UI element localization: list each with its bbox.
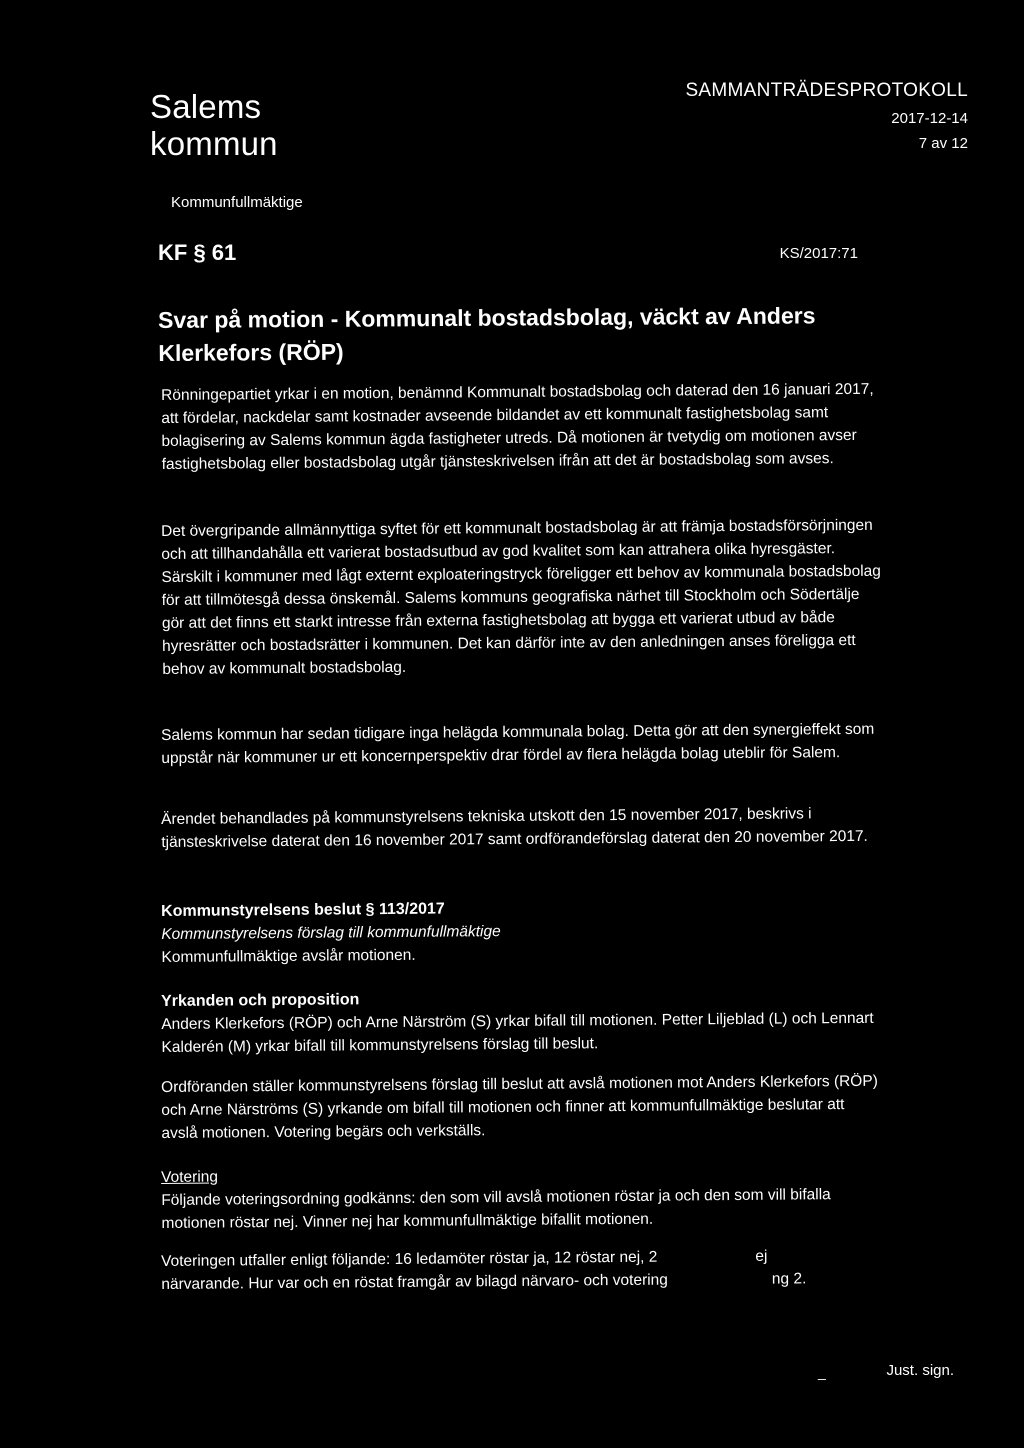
section-voting — [161, 1160, 882, 1235]
result-line-2-tail: ng 2. — [771, 1270, 807, 1288]
meeting-date: 2017-12-14 — [891, 110, 968, 127]
paragraph-text: Ordföranden ställer kommunstyrelsens förslag till beslut att avslå motionen mot Anders Klerkefors (RÖP) och Arne Närströms (S) yrkande om bifall till motionen och finner att kommunfullmäktige beslutar att avslå motionen. Votering begärs och verkställs. — [161, 1072, 878, 1142]
document-header-meta — [685, 80, 968, 152]
section-ks-decision — [161, 894, 882, 969]
result-line-2-text: närvarande. Hur var och en röstat framgår av bilagd närvaro- och votering — [161, 1271, 668, 1293]
ks-decision-subheading: Kommunstyrelsens förslag till kommunfullmäktige — [161, 923, 501, 943]
case-id: KS/2017:71 — [779, 245, 858, 262]
paragraph-purpose — [161, 514, 882, 681]
paragraph-chair — [161, 1070, 882, 1145]
signature-label: Just. sign. — [886, 1362, 954, 1379]
voting-heading: Votering — [161, 1168, 219, 1186]
ks-decision-text: Kommunfullmäktige avslår motionen. — [161, 946, 416, 966]
paragraph-result — [161, 1244, 881, 1296]
result-line-1-text: Voteringen utfaller enligt följande: 16 ledamöter röstar ja, 12 röstar nej, 2 — [161, 1248, 658, 1270]
section-proposals — [161, 984, 882, 1059]
logo-line-1: Salems — [150, 88, 262, 125]
signature-line: _ — [818, 1364, 826, 1380]
result-line-1-tail: ej — [755, 1247, 768, 1265]
paragraph-text: Ärendet behandlades på kommunstyrelsens tekniska utskott den 15 november 2017, beskrivs i tjänsteskrivelse daterat den 16 november 2017 samt ordförandeförslag daterat den 20 november 2017. — [161, 805, 868, 851]
section-number: KF § 61 — [158, 240, 237, 265]
voting-text: Följande voteringsordning godkänns: den som vill avslå motionen röstar ja och den som vill bifalla motionen röstar nej. Vinner nej har kommunfullmäktige bifallit motionen. — [161, 1186, 831, 1232]
page-number: 7 av 12 — [918, 135, 968, 152]
body-name: Kommunfullmäktige — [171, 194, 303, 211]
ks-decision-heading: Kommunstyrelsens beslut § 113/2017 — [161, 900, 445, 920]
paragraph-text: Rönningepartiet yrkar i en motion, benämnd Kommunalt bostadsbolag och daterad den 16 januari 2017, att fördelar, nackdelar samt kostnader avseende bildandet av ett kommunalt fastighetsbolag samt bolagisering av Salems kommun ägda fastigheter utreds. Då motionen är tvetydig om motionen avser fastighetsbolag eller bostadsbolag utgår tjänsteskrivelsen ifrån att det är bostadsbolag som avses. — [161, 380, 874, 473]
result-line-2 — [161, 1267, 881, 1296]
paragraph-text: Salems kommun har sedan tidigare inga helägda kommunala bolag. Detta gör att den synergieffekt som uppstår när kommuner ur ett koncernperspektiv drar fördel av flera helägda bolag uteblir för Salem. — [161, 720, 875, 767]
paragraph-text: Det övergripande allmännyttiga syftet för ett kommunalt bostadsbolag är att främja bostadsförsörjningen och att tillhandahålla ett varierat bostadsutbud av god kvalitet som kan attrahera olika hyresgäster. Särskilt i kommuner med lågt externt exploateringstryck föreligger ett behov av kommunala bostadsbolag för att tillmötesgå dessa önskemål. Salems kommuns geografiska närhet till Stockholm och Södertälje gör att det finns ett starkt intresse från externa fastighetsbolag att bygga ett varierat utbud av både hyresrätter och bostadsrätter i kommunen. Det kan därför inte av den anledningen anses föreligga ett behov av kommunalt bostadsbolag. — [161, 516, 881, 678]
document-type: SAMMANTRÄDESPROTOKOLL — [685, 80, 968, 101]
paragraph-synergy — [161, 718, 881, 770]
proposals-text: Anders Klerkefors (RÖP) och Arne Närström (S) yrkar bifall till motionen. Petter Liljeblad (L) och Lennart Kalderén (M) yrkar bifall till kommunstyrelsens förslag till beslut. — [161, 1009, 874, 1056]
logo-line-2: kommun — [150, 125, 278, 162]
agenda-title: Svar på motion - Kommunalt bostadsbolag, väckt av Anders Klerkefors (RÖP) — [158, 302, 816, 366]
paragraph-motion-summary — [161, 378, 882, 476]
proposals-heading: Yrkanden och proposition — [161, 991, 360, 1010]
municipality-logo — [150, 90, 278, 160]
paragraph-handling — [161, 802, 881, 854]
